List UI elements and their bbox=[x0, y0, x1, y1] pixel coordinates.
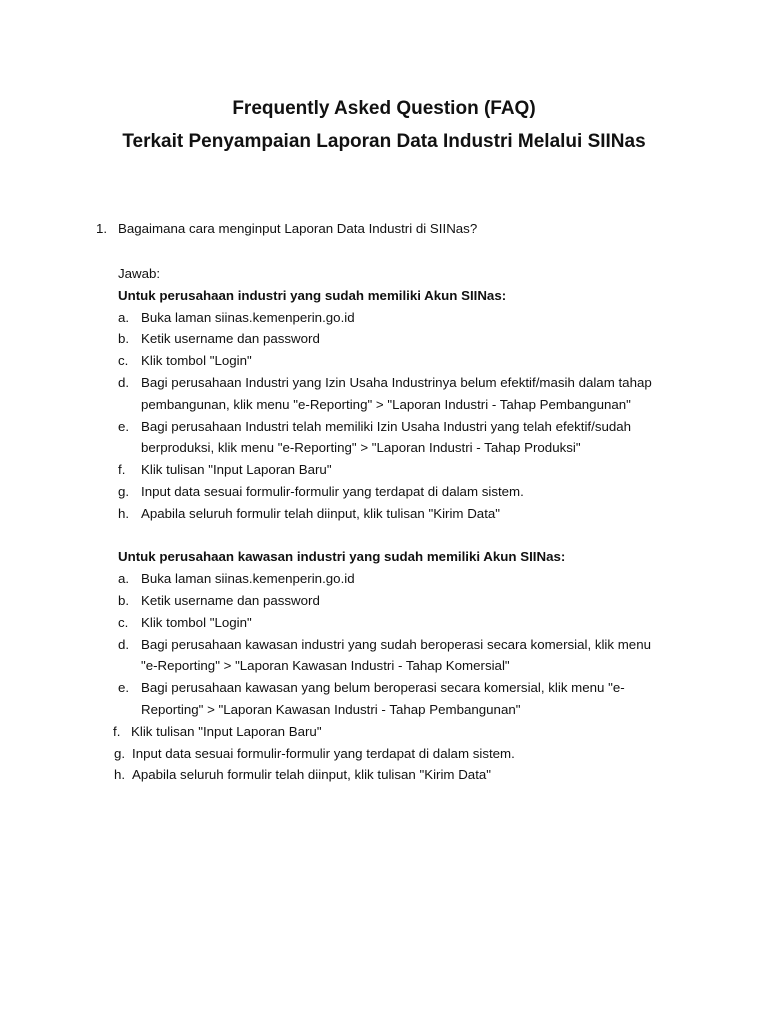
list-item-text: Apabila seluruh formulir telah diinput, klik tulisan "Kirim Data" bbox=[141, 505, 501, 521]
list-item bbox=[118, 634, 678, 678]
list-item bbox=[118, 590, 678, 612]
list-item bbox=[118, 503, 678, 525]
list-marker: a. bbox=[118, 309, 130, 325]
list-marker: d. bbox=[118, 374, 130, 390]
list-item-text: Ketik username dan password bbox=[141, 331, 320, 347]
answer-block bbox=[113, 263, 678, 786]
list-marker: e. bbox=[118, 680, 130, 696]
list-marker: h. bbox=[118, 505, 130, 521]
list-marker: d. bbox=[118, 636, 130, 652]
list-item bbox=[118, 350, 678, 372]
list-item bbox=[118, 612, 678, 634]
section-2-heading: Untuk perusahaan kawasan industri yang sudah memiliki Akun SIINas: bbox=[118, 549, 566, 565]
list-item-text: Bagi perusahaan Industri yang Izin Usaha Industrinya belum efektif/masih dalam tahap bbox=[141, 374, 652, 390]
list-marker: f. bbox=[118, 462, 126, 478]
section-2-steps bbox=[118, 568, 678, 721]
section-2-steps-continued bbox=[113, 721, 678, 786]
question-number: 1. bbox=[96, 221, 108, 236]
list-marker: c. bbox=[118, 614, 129, 630]
list-marker: e. bbox=[118, 418, 130, 434]
list-item-text: Klik tombol "Login" bbox=[141, 353, 252, 369]
list-item-text: Klik tulisan "Input Laporan Baru" bbox=[131, 723, 322, 739]
title-line-2: Terkait Penyampaian Laporan Data Industri Melalui SIINas bbox=[122, 131, 646, 152]
question-text: Bagaimana cara menginput Laporan Data Industri di SIINas? bbox=[118, 221, 478, 236]
list-item bbox=[118, 481, 678, 503]
list-item-text: Klik tombol "Login" bbox=[141, 614, 252, 630]
list-item-text-continued: Reporting" > "Laporan Kawasan Industri - Tahap Pembangunan" bbox=[141, 701, 521, 717]
section-2 bbox=[113, 546, 678, 786]
list-item-text-continued: pembangunan, klik menu "e-Reporting" > "Laporan Industri - Tahap Pembangunan" bbox=[141, 396, 631, 412]
list-item bbox=[118, 677, 678, 721]
list-item-text: Bagi perusahaan Industri telah memiliki Izin Usaha Industri yang telah efektif/sudah bbox=[141, 418, 632, 434]
list-item-text: Apabila seluruh formulir telah diinput, klik tulisan "Kirim Data" bbox=[132, 767, 492, 783]
list-marker: g. bbox=[114, 745, 126, 761]
section-1-heading: Untuk perusahaan industri yang sudah memiliki Akun SIINas: bbox=[118, 287, 507, 303]
title-line-1: Frequently Asked Question (FAQ) bbox=[232, 98, 536, 119]
list-item-text: Klik tulisan "Input Laporan Baru" bbox=[141, 462, 332, 478]
list-item bbox=[118, 416, 678, 460]
list-marker: f. bbox=[113, 723, 121, 739]
question-1 bbox=[96, 218, 477, 240]
list-marker: g. bbox=[118, 483, 130, 499]
list-item-text-continued: "e-Reporting" > "Laporan Kawasan Industri - Tahap Komersial" bbox=[141, 658, 510, 674]
list-marker: c. bbox=[118, 353, 129, 369]
list-item bbox=[118, 372, 678, 416]
list-item-text: Ketik username dan password bbox=[141, 592, 320, 608]
list-item-text: Input data sesuai formulir-formulir yang terdapat di dalam sistem. bbox=[132, 745, 515, 761]
list-item-text: Bagi perusahaan kawasan industri yang sudah beroperasi secara komersial, klik menu bbox=[141, 636, 651, 652]
document-title bbox=[0, 92, 768, 158]
list-item-text: Buka laman siinas.kemenperin.go.id bbox=[141, 309, 355, 325]
list-item bbox=[114, 743, 678, 765]
list-item bbox=[113, 721, 678, 743]
list-marker: b. bbox=[118, 592, 130, 608]
list-item bbox=[118, 307, 678, 329]
list-item-text: Input data sesuai formulir-formulir yang terdapat di dalam sistem. bbox=[141, 483, 524, 499]
list-marker: a. bbox=[118, 571, 130, 587]
list-item-text-continued: berproduksi, klik menu "e-Reporting" > "Laporan Industri - Tahap Produksi" bbox=[141, 440, 581, 456]
list-item bbox=[118, 328, 678, 350]
list-marker: b. bbox=[118, 331, 130, 347]
list-item-text: Buka laman siinas.kemenperin.go.id bbox=[141, 571, 355, 587]
list-marker: h. bbox=[114, 767, 126, 783]
list-item bbox=[118, 459, 678, 481]
list-item bbox=[118, 568, 678, 590]
section-1-steps bbox=[118, 307, 678, 525]
answer-label: Jawab: bbox=[118, 266, 161, 281]
list-item bbox=[114, 764, 678, 786]
list-item-text: Bagi perusahaan kawasan yang belum beroperasi secara komersial, klik menu "e- bbox=[141, 680, 625, 696]
